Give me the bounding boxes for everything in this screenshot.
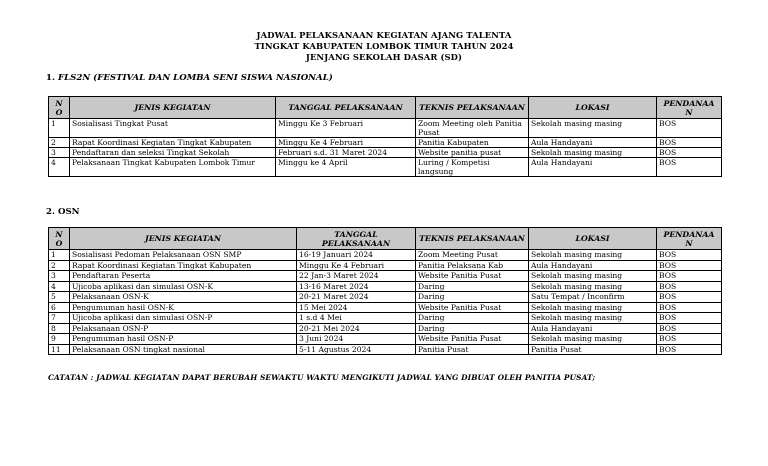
cell-jenis: Rapat Koordinasi Kegiatan Tingkat Kabupaten (70, 260, 297, 271)
cell-teknis: Zoom Meeting Pusat (416, 250, 529, 261)
cell-tanggal: Minggu Ke 3 Februari (276, 119, 416, 138)
col-header-tanggal: TANGGAL PELAKSANAAN (276, 97, 416, 119)
cell-lokasi: Aula Handayani (529, 158, 657, 177)
col-header-jenis-kegiatan: JENIS KEGIATAN (70, 97, 276, 119)
cell-no: 2 (49, 138, 70, 148)
cell-pendanaan: BOS (657, 302, 722, 313)
table-row (49, 271, 722, 282)
cell-pendanaan: BOS (657, 344, 722, 355)
col-header-teknis: TEKNIS PELAKSANAAN (416, 228, 529, 250)
cell-teknis: Website Panitia Pusat (416, 271, 529, 282)
cell-lokasi: Sekolah masing masing (529, 148, 657, 158)
section-1-number: 1. (46, 73, 55, 83)
cell-teknis: Website Panitia Pusat (416, 334, 529, 345)
cell-teknis: Daring (416, 281, 529, 292)
cell-no: 2 (49, 260, 70, 271)
header-line-3: JENJANG SEKOLAH DASAR (SD) (305, 52, 463, 62)
cell-lokasi: Satu Tempat / Inconfirm (529, 292, 657, 303)
table-row (49, 344, 722, 355)
cell-no: 1 (49, 119, 70, 138)
col-header-no: N O (49, 228, 70, 250)
cell-no: 3 (49, 148, 70, 158)
cell-teknis: Website panitia pusat (416, 148, 529, 158)
fls2n-schedule-table (48, 96, 722, 177)
cell-no: 11 (49, 344, 70, 355)
cell-jenis: Ujicoba aplikasi dan simulasi OSN-P (70, 313, 297, 324)
cell-tanggal: Februari s.d. 31 Maret 2024 (276, 148, 416, 158)
cell-tanggal: 16-19 Januari 2024 (297, 250, 416, 261)
cell-jenis: Pendaftaran dan seleksi Tingkat Sekolah (70, 148, 276, 158)
section-2-number: 2. (46, 207, 55, 217)
cell-teknis: Luring / Kompetisi langsung (416, 158, 529, 177)
cell-pendanaan: BOS (657, 271, 722, 282)
cell-no: 6 (49, 302, 70, 313)
cell-tanggal: 3 Juni 2024 (297, 334, 416, 345)
cell-lokasi: Sekolah masing masing (529, 271, 657, 282)
cell-pendanaan: BOS (657, 313, 722, 324)
col-header-teknis: TEKNIS PELAKSANAAN (416, 97, 529, 119)
cell-no: 8 (49, 323, 70, 334)
cell-pendanaan: BOS (657, 292, 722, 303)
col-header-jenis-kegiatan: JENIS KEGIATAN (70, 228, 297, 250)
cell-pendanaan: BOS (657, 334, 722, 345)
table-row (49, 158, 722, 177)
table-row (49, 260, 722, 271)
cell-lokasi: Sekolah masing masing (529, 119, 657, 138)
cell-jenis: Pelaksanaan Tingkat Kabupaten Lombok Timur (70, 158, 276, 177)
cell-tanggal: 5-11 Agustus 2024 (297, 344, 416, 355)
cell-teknis: Daring (416, 323, 529, 334)
table-row (49, 250, 722, 261)
cell-no: 4 (49, 281, 70, 292)
cell-tanggal: 15 Mei 2024 (297, 302, 416, 313)
cell-jenis: Pengumuman hasil OSN-K (70, 302, 297, 313)
cell-jenis: Pendaftaran Peserta (70, 271, 297, 282)
col-header-no: N O (49, 97, 70, 119)
cell-pendanaan: BOS (657, 148, 722, 158)
table-row (49, 334, 722, 345)
cell-lokasi: Sekolah masing masing (529, 313, 657, 324)
cell-lokasi: Sekolah masing masing (529, 250, 657, 261)
cell-tanggal: Minggu Ke 4 Februari (297, 260, 416, 271)
col-header-pendanaan: PENDANAA N (657, 228, 722, 250)
cell-lokasi: Aula Handayani (529, 260, 657, 271)
cell-no: 3 (49, 271, 70, 282)
cell-lokasi: Panitia Pusat (529, 344, 657, 355)
col-header-lokasi: LOKASI (529, 97, 657, 119)
cell-tanggal: Minggu Ke 4 Februari (276, 138, 416, 148)
col-header-tanggal: TANGGAL PELAKSANAAN (297, 228, 416, 250)
cell-teknis: Daring (416, 292, 529, 303)
osn-schedule-table (48, 227, 722, 355)
cell-jenis: Rapat Koordinasi Kegiatan Tingkat Kabupaten (70, 138, 276, 148)
table-row (49, 119, 722, 138)
cell-teknis: Daring (416, 313, 529, 324)
header-line-2: TINGKAT KABUPATEN LOMBOK TIMUR TAHUN 2024 (254, 41, 514, 51)
cell-jenis: Pelaksanaan OSN tingkat nasional (70, 344, 297, 355)
table-header-row (49, 97, 722, 119)
table-row (49, 138, 722, 148)
table-row (49, 148, 722, 158)
cell-no: 1 (49, 250, 70, 261)
table-row (49, 302, 722, 313)
cell-pendanaan: BOS (657, 323, 722, 334)
col-header-pendanaan: PENDANAA N (657, 97, 722, 119)
cell-teknis: Zoom Meeting oleh Panitia Pusat (416, 119, 529, 138)
cell-pendanaan: BOS (657, 260, 722, 271)
section-1-title (46, 73, 333, 83)
cell-jenis: Sosialisasi Tingkat Pusat (70, 119, 276, 138)
section-2-title-text: OSN (57, 207, 80, 217)
header-line-1: JADWAL PELAKSANAAN KEGIATAN AJANG TALENTA (256, 30, 512, 40)
cell-pendanaan: BOS (657, 250, 722, 261)
cell-lokasi: Sekolah masing masing (529, 334, 657, 345)
cell-jenis: Pelaksanaan OSN-P (70, 323, 297, 334)
cell-tanggal: 22 Jan-3 Maret 2024 (297, 271, 416, 282)
cell-no: 4 (49, 158, 70, 177)
cell-pendanaan: BOS (657, 158, 722, 177)
table-row (49, 323, 722, 334)
cell-lokasi: Sekolah masing masing (529, 302, 657, 313)
cell-tanggal: 1 s.d 4 Mei (297, 313, 416, 324)
catatan-note: CATATAN : JADWAL KEGIATAN DAPAT BERUBAH SEWAKTU WAKTU MENGIKUTI JADWAL YANG DIBUAT OLEH PANITIA PUSAT; (48, 373, 596, 382)
table-row (49, 313, 722, 324)
cell-pendanaan: BOS (657, 119, 722, 138)
cell-teknis: Panitia Pelaksana Kab (416, 260, 529, 271)
cell-jenis: Pengumuman hasil OSN-P (70, 334, 297, 345)
cell-teknis: Panitia Pusat (416, 344, 529, 355)
section-1-title-text: FLS2N (FESTIVAL DAN LOMBA SENI SISWA NASIONAL) (57, 73, 333, 83)
cell-tanggal: 20-21 Maret 2024 (297, 292, 416, 303)
cell-lokasi: Aula Handayani (529, 323, 657, 334)
cell-lokasi: Aula Handayani (529, 138, 657, 148)
cell-jenis: Pelaksanaan OSN-K (70, 292, 297, 303)
table-row (49, 281, 722, 292)
cell-no: 7 (49, 313, 70, 324)
cell-lokasi: Sekolah masing masing (529, 281, 657, 292)
cell-pendanaan: BOS (657, 281, 722, 292)
cell-teknis: Website Panitia Pusat (416, 302, 529, 313)
cell-jenis: Ujicoba aplikasi dan simulasi OSN-K (70, 281, 297, 292)
cell-tanggal: 20-21 Mei 2024 (297, 323, 416, 334)
cell-no: 9 (49, 334, 70, 345)
cell-no: 5 (49, 292, 70, 303)
cell-tanggal: 13-16 Maret 2024 (297, 281, 416, 292)
cell-tanggal: Minggu ke 4 April (276, 158, 416, 177)
cell-teknis: Panitia Kabupaten (416, 138, 529, 148)
cell-pendanaan: BOS (657, 138, 722, 148)
col-header-lokasi: LOKASI (529, 228, 657, 250)
cell-jenis: Sosialisasi Pedoman Pelaksanaan OSN SMP (70, 250, 297, 261)
document-header (0, 30, 768, 63)
table-row (49, 292, 722, 303)
section-2-title (46, 207, 80, 217)
table-header-row (49, 228, 722, 250)
